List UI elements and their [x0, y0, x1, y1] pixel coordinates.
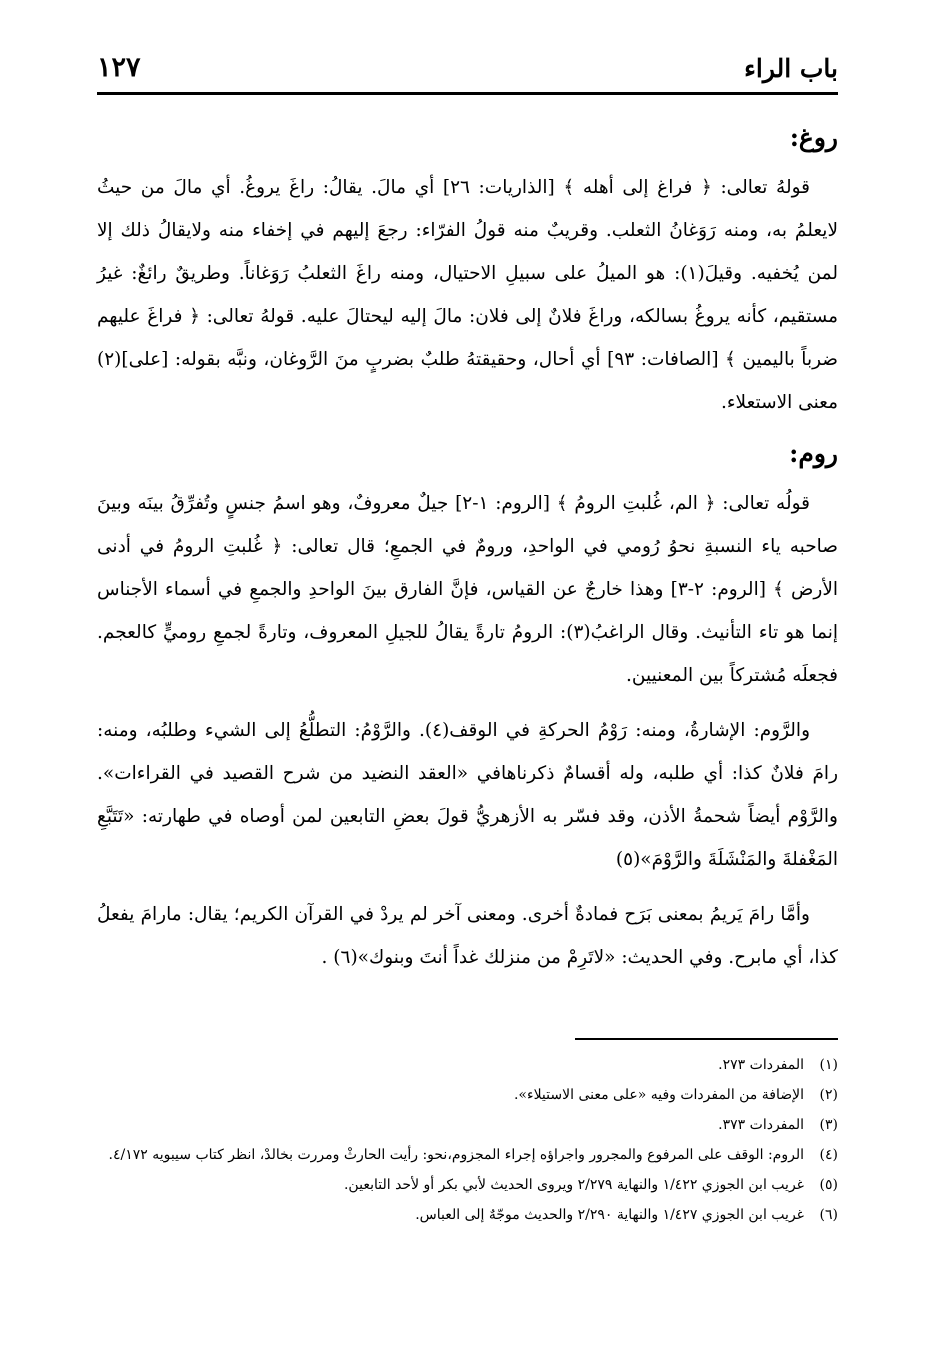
footnote — [97, 1143, 838, 1167]
footnote-text: الإضافة من المفردات وفيه «على معنى الاستيلاء». — [513, 1087, 804, 1103]
footnote — [97, 1173, 838, 1197]
page-number: ١٢٧ — [97, 52, 141, 83]
footnote — [97, 1203, 838, 1227]
paragraph: قولُه تعالى: ﴿ الم، غُلبتِ الرومُ ﴾ [الروم: ١-٢] جيلٌ معروفٌ، وهو اسمُ جنسٍ وتُفرِّقُ بينَه وبينَ صاحبه ياء النسبةِ نحوُ رُومي في الواحدِ، ورومٌ في الجمعِ؛ قال تعالى: ﴿ غُلبتِ الرومُ في أدنى الأرض ﴾ [الروم: ٢-٣] وهذا خارجٌ عن القياس، فإنَّ الفارق بينَ الواحدِ والجمعِ في أسماء الأجناس إنما هو تاء التأنيث. وقال الراغبُ(٣): الرومُ تارةً يقالُ للجيلِ المعروف، وتارةً لجمعِ روميٍّ كالعجم. فجعلَه مُشتركاً بين المعنيين. — [97, 493, 839, 686]
footnote-number: (٢) — [819, 1087, 838, 1103]
footnote-separator — [575, 1038, 838, 1040]
footnote-text: غريب ابن الجوزي ١/٤٢٢ والنهاية ٢/٢٧٩ ويروى الحديث لأبي بكر أو لأحد التابعين. — [343, 1177, 804, 1193]
footnote-number: (٦) — [819, 1207, 838, 1223]
footnote-number: (٥) — [819, 1177, 838, 1193]
footnote-text: غريب ابن الجوزي ١/٤٢٧ والنهاية ٢/٢٩٠ والحديث موجّهٌ إلى العباس. — [415, 1207, 804, 1223]
footnote — [97, 1053, 838, 1077]
footnote — [97, 1113, 838, 1137]
footnote-number: (١) — [819, 1057, 838, 1073]
footnote-text: المفردات ٣٧٣. — [718, 1117, 804, 1133]
footnote-text: الروم: الوقف على المرفوع والمجرور واجراؤه إجراء المجزوم،نحو: رأيت الحارثْ ومررت بخالدْ، انظر كتاب سيبويه ٤/١٧٢. — [108, 1147, 804, 1163]
main-text — [97, 112, 838, 991]
footnotes — [97, 1053, 838, 1233]
entry-heading: روم: — [789, 439, 838, 468]
chapter-title: باب الراء — [744, 54, 838, 83]
paragraph: وأمَّا رامَ يَريمُ بمعنى بَرَح فمادةٌ أخرى. ومعنى آخر لم يردْ في القرآن الكريم؛ يقال: مارامَ يفعلُ كذا، أي مابرح. وفي الحديث: «لاتَرِمْ من منزلك غداً أنتَ وبنوك»(٦) . — [97, 904, 838, 968]
paragraph: والرَّوم: الإشارةُ، ومنه: رَوْمُ الحركةِ في الوقف(٤). والرَّوْمُ: التطلُّعُ إلى الشيء وطلبُه، ومنه: رامَ فلانٌ كذا: أي طلبه، وله أقسامٌ ذكرناهافي «العقد النضيد من شرح القصيد في القراءات». والرَّوْم أيضاً شحمةُ الأذن، وقد فسّر به الأزهريُّ قولَ بعضِ التابعين لمن أوصاه في طهارته: «تَتَبَّعِ المَغْفلةَ والمَنْشَلَةَ والرَّوْمَ»(٥) — [97, 720, 838, 870]
page-header — [97, 46, 838, 95]
entry-rawm — [97, 436, 838, 979]
paragraph: قولهُ تعالى: ﴿ فراغ إلى أهله ﴾ [الذاريات: ٢٦] أي مالَ. يقالُ: راغَ يروغُ. أي مالَ من حيثُ لايعلمُ به، ومنه رَوَغانُ الثعلب. وقريبٌ منه قولُ الفرّاء: رجعَ إليهم في إخفاء منه ولايقالُ ذلك إلا لمن يُخفيه. وقيلَ(١): هو الميلُ على سبيلِ الاحتيال، ومنه راغَ الثعلبُ رَوَغاناً. وطريقٌ رائغٌ: غيرُ مستقيم، كأنه يروغُ بسالكه، وراغَ فلانٌ إلى فلان: مالَ إليه ليحتالَ عليه. قولهُ تعالى: ﴿ فراغَ عليهم ضرباً باليمين ﴾ [الصافات: ٩٣] أي أحال، وحقيقتهُ طلبٌ بضربٍ منَ الرَّوغان، ونبَّه بقوله: [على](٢) معنى الاستعلاء. — [97, 177, 839, 413]
entry-rawgh — [97, 120, 838, 424]
entry-heading: روغ: — [789, 123, 838, 152]
footnote-number: (٣) — [819, 1117, 838, 1133]
footnote — [97, 1083, 838, 1107]
footnote-number: (٤) — [819, 1147, 838, 1163]
footnote-text: المفردات ٢٧٣. — [718, 1057, 804, 1073]
